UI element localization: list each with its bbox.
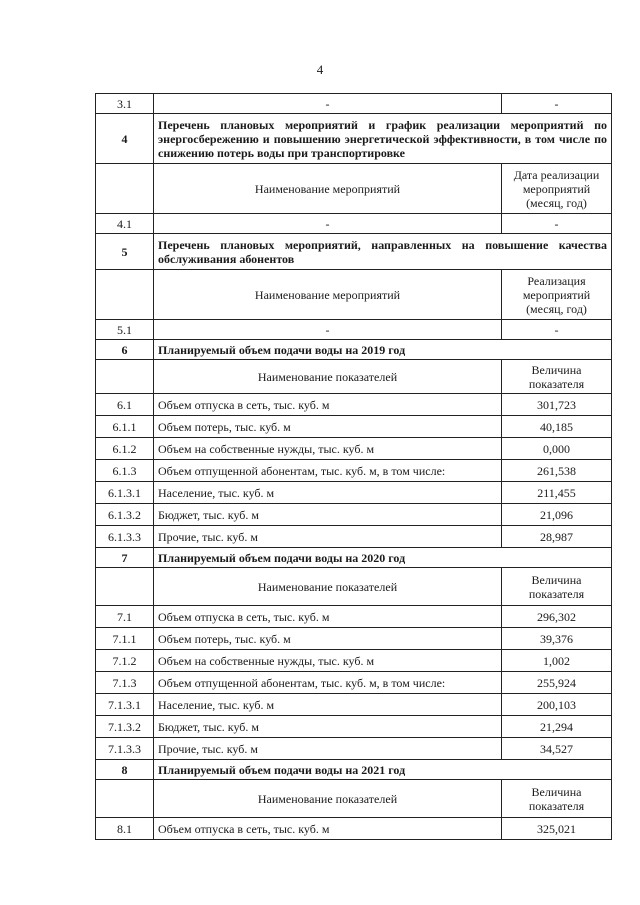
- column-header-value: Величина показателя: [502, 360, 612, 394]
- row-number: 7.1.1: [96, 628, 154, 650]
- row-value: 39,376: [502, 628, 612, 650]
- row-description: Население, тыс. куб. м: [154, 694, 502, 716]
- section-title: Планируемый объем подачи воды на 2019 год: [154, 340, 612, 360]
- section-number: 6: [96, 340, 154, 360]
- table-row-data: [96, 606, 612, 628]
- row-number: 7.1.3.2: [96, 716, 154, 738]
- table-row-data: [96, 650, 612, 672]
- table-row-section: [96, 234, 612, 270]
- section-number: 4: [96, 114, 154, 164]
- row-number: 6.1.3.3: [96, 526, 154, 548]
- page-number: 4: [316, 62, 324, 77]
- row-number: 7.1: [96, 606, 154, 628]
- table-row-data: [96, 526, 612, 548]
- table-row-header: [96, 568, 612, 606]
- table-row-section: [96, 760, 612, 780]
- document-table: [95, 93, 612, 840]
- row-description: Бюджет, тыс. куб. м: [154, 716, 502, 738]
- header-number-cell: [96, 360, 154, 394]
- column-header-name: Наименование мероприятий: [154, 164, 502, 214]
- column-header-value: Величина показателя: [502, 568, 612, 606]
- table-row-data: [96, 694, 612, 716]
- table-row-data: [96, 416, 612, 438]
- section-number: 7: [96, 548, 154, 568]
- table-row-data: [96, 438, 612, 460]
- row-description: Объем потерь, тыс. куб. м: [154, 416, 502, 438]
- row-value: 325,021: [502, 818, 612, 840]
- table-row-data: [96, 672, 612, 694]
- column-header-name: Наименование показателей: [154, 568, 502, 606]
- row-value: 0,000: [502, 438, 612, 460]
- row-number: 7.1.3.3: [96, 738, 154, 760]
- table-row-data: [96, 716, 612, 738]
- column-header-value: Величина показателя: [502, 780, 612, 818]
- table-row-header: [96, 360, 612, 394]
- row-value: 40,185: [502, 416, 612, 438]
- row-description: Объем отпуска в сеть, тыс. куб. м: [154, 394, 502, 416]
- row-value: 255,924: [502, 672, 612, 694]
- column-header-name: Наименование показателей: [154, 780, 502, 818]
- table-row-header: [96, 270, 612, 320]
- row-value: 28,987: [502, 526, 612, 548]
- row-value: 21,294: [502, 716, 612, 738]
- row-value: 211,455: [502, 482, 612, 504]
- table-row-data: [96, 394, 612, 416]
- header-number-cell: [96, 164, 154, 214]
- section-title: Планируемый объем подачи воды на 2021 год: [154, 760, 612, 780]
- table-row-data: [96, 738, 612, 760]
- row-description: Объем отпуска в сеть, тыс. куб. м: [154, 818, 502, 840]
- table-row-data: [96, 320, 612, 340]
- header-number-cell: [96, 568, 154, 606]
- table-row-data: [96, 482, 612, 504]
- column-header-value: Реализация мероприятий (месяц, год): [502, 270, 612, 320]
- row-number: 7.1.3: [96, 672, 154, 694]
- row-value: 301,723: [502, 394, 612, 416]
- row-number: 6.1.3.2: [96, 504, 154, 526]
- table-row-data: [96, 818, 612, 840]
- row-value: 1,002: [502, 650, 612, 672]
- table-row-header: [96, 164, 612, 214]
- row-description: Объем на собственные нужды, тыс. куб. м: [154, 650, 502, 672]
- row-description: -: [154, 214, 502, 234]
- row-value: 200,103: [502, 694, 612, 716]
- row-value: -: [502, 94, 612, 114]
- section-title: Перечень плановых мероприятий и график реализации мероприятий по энергосбережению и повышению энергетической эффективности, в том числе по снижению потерь воды при транспортировке: [154, 114, 612, 164]
- row-description: Объем потерь, тыс. куб. м: [154, 628, 502, 650]
- table-row-header: [96, 780, 612, 818]
- section-number: 8: [96, 760, 154, 780]
- row-number: 8.1: [96, 818, 154, 840]
- column-header-name: Наименование показателей: [154, 360, 502, 394]
- header-number-cell: [96, 780, 154, 818]
- row-description: Население, тыс. куб. м: [154, 482, 502, 504]
- column-header-value: Дата реализации мероприятий (месяц, год): [502, 164, 612, 214]
- row-number: 6.1.2: [96, 438, 154, 460]
- section-title: Планируемый объем подачи воды на 2020 год: [154, 548, 612, 568]
- row-description: -: [154, 320, 502, 340]
- row-value: 296,302: [502, 606, 612, 628]
- row-description: Объем на собственные нужды, тыс. куб. м: [154, 438, 502, 460]
- row-number: 3.1: [96, 94, 154, 114]
- row-number: 7.1.2: [96, 650, 154, 672]
- row-value: -: [502, 320, 612, 340]
- table-row-data: [96, 504, 612, 526]
- table-row-data: [96, 628, 612, 650]
- row-description: Объем отпущенной абонентам, тыс. куб. м, в том числе:: [154, 672, 502, 694]
- row-value: -: [502, 214, 612, 234]
- row-description: Объем отпуска в сеть, тыс. куб. м: [154, 606, 502, 628]
- table-row-data: [96, 94, 612, 114]
- table-body: [96, 94, 612, 840]
- row-description: Объем отпущенной абонентам, тыс. куб. м, в том числе:: [154, 460, 502, 482]
- table-row-section: [96, 548, 612, 568]
- header-number-cell: [96, 270, 154, 320]
- table-row-data: [96, 460, 612, 482]
- row-description: Бюджет, тыс. куб. м: [154, 504, 502, 526]
- row-number: 6.1.1: [96, 416, 154, 438]
- column-header-name: Наименование мероприятий: [154, 270, 502, 320]
- row-value: 34,527: [502, 738, 612, 760]
- row-number: 6.1.3.1: [96, 482, 154, 504]
- row-number: 4.1: [96, 214, 154, 234]
- table-row-section: [96, 114, 612, 164]
- section-title: Перечень плановых мероприятий, направленных на повышение качества обслуживания абонентов: [154, 234, 612, 270]
- row-description: Прочие, тыс. куб. м: [154, 526, 502, 548]
- row-description: Прочие, тыс. куб. м: [154, 738, 502, 760]
- row-value: 261,538: [502, 460, 612, 482]
- row-number: 6.1: [96, 394, 154, 416]
- table-row-section: [96, 340, 612, 360]
- row-number: 5.1: [96, 320, 154, 340]
- row-number: 7.1.3.1: [96, 694, 154, 716]
- row-description: -: [154, 94, 502, 114]
- table-row-data: [96, 214, 612, 234]
- row-value: 21,096: [502, 504, 612, 526]
- row-number: 6.1.3: [96, 460, 154, 482]
- section-number: 5: [96, 234, 154, 270]
